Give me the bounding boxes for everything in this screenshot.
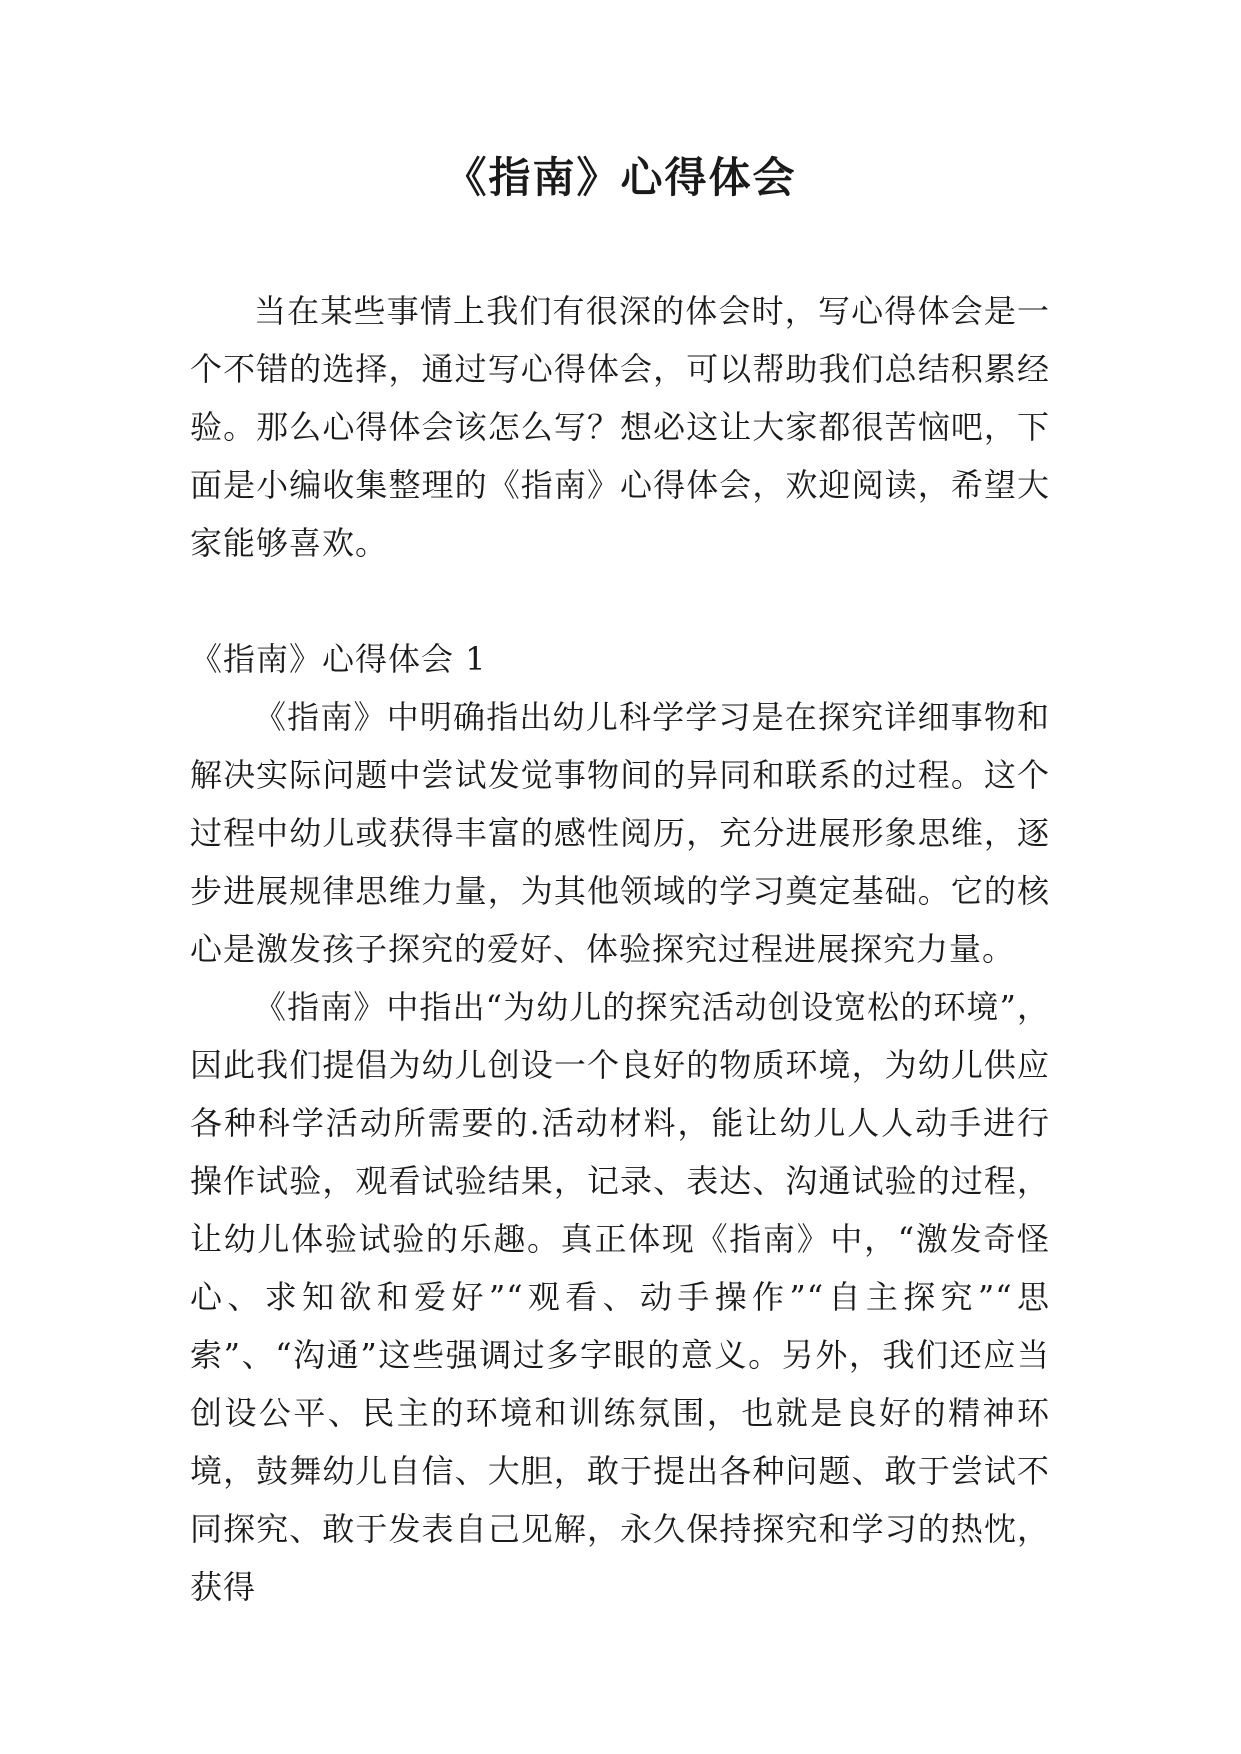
- intro-paragraph: 当在某些事情上我们有很深的体会时，写心得体会是一个不错的选择，通过写心得体会，可以帮助我们总结积累经验。那么心得体会该怎么写？想必这让大家都很苦恼吧，下面是小编收集整理的《指南》心得体会，欢迎阅读，希望大家能够喜欢。: [190, 292, 1050, 562]
- document-title: 《指南》心得体会: [444, 153, 797, 202]
- document-body: [190, 282, 1050, 1616]
- section-heading: 《指南》心得体会 1: [190, 640, 487, 678]
- body-paragraph-1: 《指南》中明确指出幼儿科学学习是在探究详细事物和解决实际问题中尝试发觉事物间的异同和联系的过程。这个过程中幼儿或获得丰富的感性阅历，充分进展形象思维，逐步进展规律思维力量，为其他领域的学习奠定基础。它的核心是激发孩子探究的爱好、体验探究过程进展探究力量。: [190, 698, 1050, 968]
- body-paragraph-2: 《指南》中指出“为幼儿的探究活动创设宽松的环境”，因此我们提倡为幼儿创设一个良好的物质环境，为幼儿供应各种科学活动所需要的.活动材料，能让幼儿人人动手进行操作试验，观看试验结果，记录、表达、沟通试验的过程，让幼儿体验试验的乐趣。真正体现《指南》中，“激发奇怪心、求知欲和爱好”“观看、动手操作”“自主探究”“思索”、“沟通”这些强调过多字眼的意义。另外，我们还应当创设公平、民主的环境和训练氛围，也就是良好的精神环境，鼓舞幼儿自信、大胆，敢于提出各种问题、敢于尝试不同探究、敢于发表自己见解，永久保持探究和学习的热忱，获得: [190, 988, 1050, 1606]
